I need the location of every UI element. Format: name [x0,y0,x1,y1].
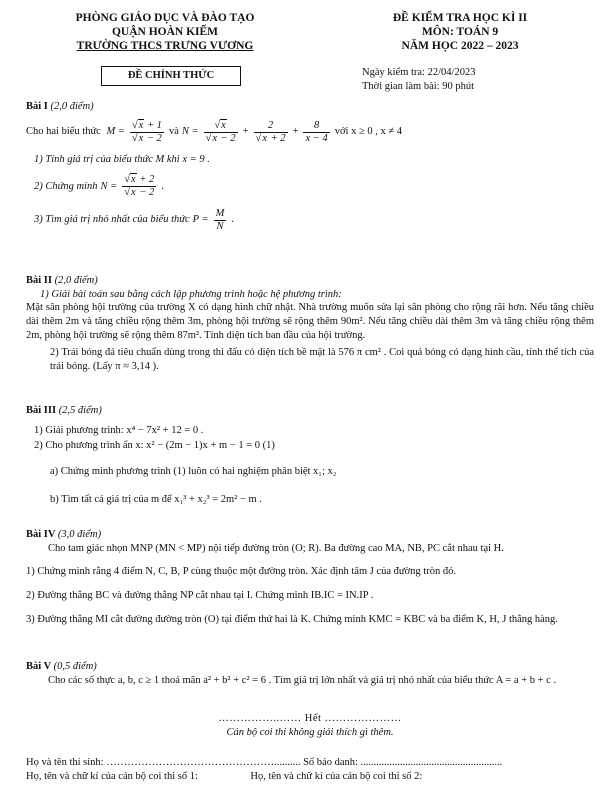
candidate-name-line: Họ và tên thí sinh: ………………………………………….......... Số báo danh: ...................................................... [26,757,503,768]
bai5-text: Cho các số thực a, b, c ≥ 1 thoả mãn a² + b² + c² = 6 . Tìm giá trị lớn nhất và giá trị nhỏ nhất của biểu thức A = a + b + c . [48,674,557,686]
footer-end [26,712,594,739]
bai3-qb: b) Tìm tất cả giá trị của m để x₁³ + x₂³ = 2m² − m . [50,493,262,505]
bai1-heading: Bài I (2,0 điểm) [26,101,94,112]
bai1-q1: 1) Tính giá trị của biểu thức M khi x = 9 . [34,153,210,165]
bai4-q1: 1) Chứng minh rằng 4 điểm N, C, B, P cùng thuộc một đường tròn. Xác định tâm J của đường tròn đó. [26,566,456,578]
bai3-heading: Bài III (2,5 điểm) [26,405,102,416]
bai2-heading: Bài II (2,0 điểm) [26,275,98,286]
section-bai-1 [26,100,596,233]
section-bai-3 [26,404,594,506]
school-name: TRƯỜNG THCS TRƯNG VƯƠNG [76,39,254,52]
bai3-qa: a) Chứng minh phương trình (1) luôn có hai nghiệm phân biệt x₁; x₂ [50,465,337,477]
bai4-q2: 2) Đường thẳng BC và đường thẳng NP cắt nhau tại I. Chứng minh IB.IC = IN.IP . [26,589,374,601]
department-name: PHÒNG GIÁO DỤC VÀ ĐÀO TẠO [75,12,255,24]
end-marker: ……………..…… Hết ………………… [218,713,402,724]
bai2-q1-title: 1) Giải bài toán sau bằng cách lập phương trình hoặc hệ phương trình: [40,288,342,300]
exam-info [362,66,592,93]
exam-duration: Thời gian làm bài: 90 phút [362,80,474,92]
header-right [330,12,590,53]
bai2-q2-text: 2) Trái bóng đá tiêu chuẩn dùng trong thi đấu có diện tích bề mặt là 576 π cm² . Coi quả bóng có dạng hình cầu, tính thể tích của trái bóng. (Lấy π ≈ 3,14 ). [50,347,594,372]
header-left [30,12,300,53]
school-year: NĂM HỌC 2022 – 2023 [401,39,519,52]
subject: MÔN: TOÁN 9 [421,25,499,38]
section-bai-2 [26,274,594,373]
proctor-note: Cán bộ coi thi không giải thích gì thêm. [226,726,394,738]
section-bai-5 [26,660,594,687]
bai3-q1: 1) Giải phương trình: x⁴ − 7x² + 12 = 0 . [34,424,204,436]
bai4-heading: Bài IV (3,0 điểm) [26,529,102,540]
bai2-q1-text: Mặt sân phòng hội trường của trường X có dạng hình chữ nhật. Nhà trường muốn sửa lại sân phòng cho rộng rãi hơn. Nếu tăng chiều dài thêm 2m và tăng chiều rộng thêm 3m, phòng hội trường sẽ rộng thêm 90m². Nếu tăng chiều dài thêm 3m và tăng chiều rộng thêm 2m, phòng hội trường sẽ rộng thêm 87m². Tính diện tích ban đầu của hội trường. [26,302,594,341]
footer-lines [26,756,594,783]
bai4-intro: Cho tam giác nhọn MNP (MN < MP) nội tiếp đường tròn (O; R). Ba đường cao MA, NB, PC cắt nhau tại H. [48,542,504,554]
proctor-sign-line: Họ, tên và chữ kí của cán bộ coi thi số 1: Họ, tên và chữ kí của cán bộ coi thi số 2: [26,770,423,782]
exam-title: ĐỀ KIỂM TRA HỌC KÌ II [392,12,528,24]
official-badge: ĐỀ CHÍNH THỨC [101,66,241,86]
bai1-q2: 2) Chứng minh N = $\frac{√x + 2}{√x - 2}$ . [34,174,164,199]
bai4-q3: 3) Đường thẳng MI cắt đường đường tròn (O) tại điểm thứ hai là K. Chứng minh KMC = KBC và ba điểm K, H, J thẳng hàng. [26,613,558,625]
bai1-intro: Cho hai biểu thức M = $\frac{√x + 1}{√x - 2}$ và N = $\frac{√x}{√x - 2}$ + $\frac{2}{√x + 2}$ + $\frac{8}{x - 4}$ với x ≥ 0 , x ≠ 4 [26,119,402,144]
section-bai-4 [26,528,594,626]
bai5-heading: Bài V (0,5 điểm) [26,661,97,672]
bai3-q2: 2) Cho phương trình ẩn x: x² − (2m − 1)x + m − 1 = 0 (1) [34,440,275,452]
bai1-q3: 3) Tìm giá trị nhỏ nhất của biểu thức P = $\frac{M}{N}$ . [34,207,234,232]
exam-date: Ngày kiểm tra: 22/04/2023 [362,67,476,78]
district-name: QUẬN HOÀN KIẾM [111,25,219,38]
